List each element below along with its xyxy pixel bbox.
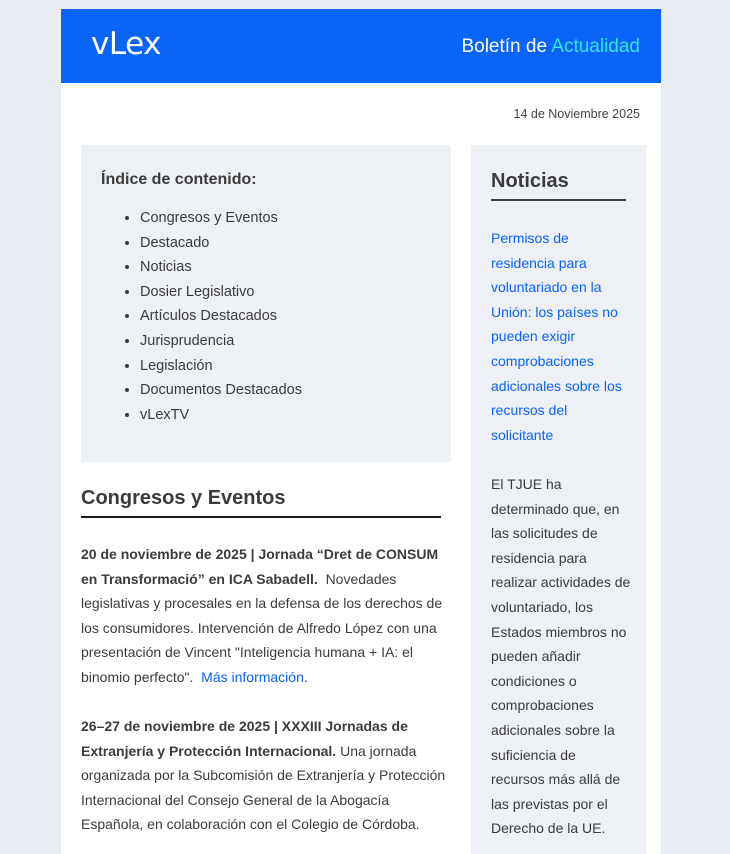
- toc-item-dosier[interactable]: • Dosier Legislativo: [140, 280, 302, 305]
- vlex-logo[interactable]: vLex: [91, 26, 161, 62]
- issue-date: 14 de Noviembre 2025: [513, 107, 640, 121]
- toc-item-jurisprudencia[interactable]: • Jurisprudencia: [140, 329, 302, 354]
- event-body: Novedades legislativas y procesales en la defensa de los derechos de los consumidores. Intervención de Alfredo López con una presentación de Vincent "Inteligencia humana + IA: el binomio perfecto".: [81, 570, 443, 685]
- event-item: [81, 542, 446, 689]
- toc-item-noticias[interactable]: • Noticias: [140, 255, 302, 280]
- news-headline-link[interactable]: Permisos de residencia para voluntariado en la Unión: los países no pueden exigir comprobaciones adicionales sobre los recursos del solicitante: [491, 230, 622, 443]
- toc-item-legislacion[interactable]: • Legislación: [140, 354, 302, 379]
- newsletter-header: [61, 9, 661, 83]
- newsletter: [61, 9, 661, 854]
- toc-list: [121, 206, 302, 427]
- news-sidebar: [471, 145, 646, 854]
- toc-title: Índice de contenido:: [101, 171, 257, 188]
- toc-item-vlextv[interactable]: • vLexTV: [140, 403, 302, 428]
- event-body: Una jornada organizada por la Subcomisión de Extranjería y Protección Internacional del Consejo General de la Abogacía Española, en colaboración con el Colegio de Córdoba.: [81, 742, 446, 832]
- event-item: [81, 714, 446, 837]
- toc-item-documentos[interactable]: • Documentos Destacados: [140, 378, 302, 403]
- sidebar-title: Noticias: [491, 170, 569, 192]
- event-heading: 20 de noviembre de 2025 | Jornada “Dret de CONSUM en Transformació” en ICA Sabadell.: [81, 546, 439, 587]
- more-info-link[interactable]: Más información.: [201, 668, 308, 685]
- toc-item-congresos[interactable]: • Congresos y Eventos: [140, 206, 302, 231]
- toc-item-destacado[interactable]: • Destacado: [140, 231, 302, 256]
- newsletter-title-accent: Actualidad: [551, 36, 640, 57]
- news-summary: El TJUE ha determinado que, en las solicitudes de residencia para realizar actividades de voluntariado, los Estados miembros no pueden añadir condiciones o comprobaciones adicionales sobre la suficiencia de recursos más allá de las previstas por el Derecho de la UE.: [491, 476, 631, 837]
- newsletter-title: [461, 36, 640, 58]
- toc-item-articulos[interactable]: • Artículos Destacados: [140, 304, 302, 329]
- event-heading: 26–27 de noviembre de 2025 | XXXIII Jornadas de Extranjería y Protección Internacional.: [81, 718, 408, 759]
- newsletter-title-prefix: Boletín de: [461, 36, 552, 57]
- section-divider: [81, 516, 441, 518]
- section-title-congresos: Congresos y Eventos: [81, 487, 286, 509]
- sidebar-divider: [491, 199, 626, 201]
- table-of-contents: [81, 145, 451, 462]
